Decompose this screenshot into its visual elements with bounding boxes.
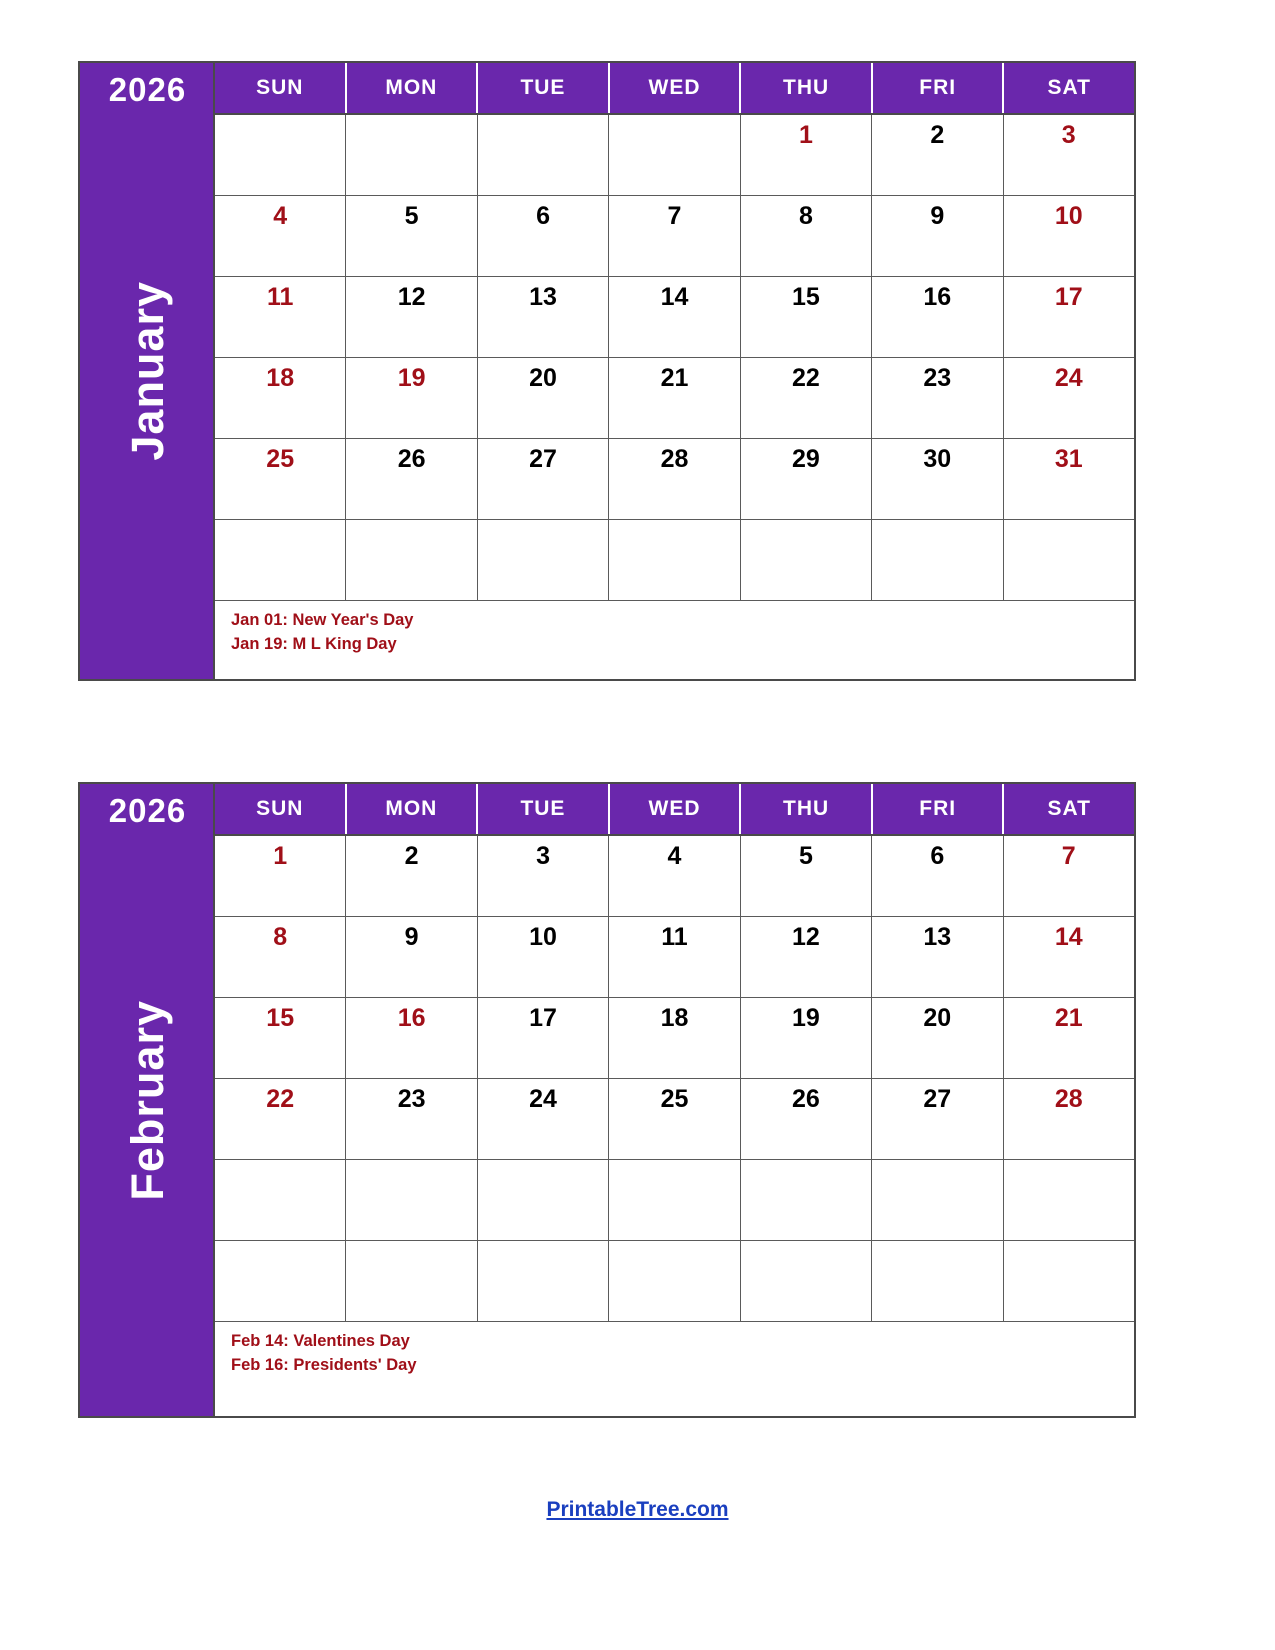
day-number: 30 bbox=[923, 445, 952, 473]
day-number: 5 bbox=[798, 842, 813, 870]
day-cell[interactable] bbox=[1004, 917, 1134, 997]
day-number: 20 bbox=[923, 1004, 952, 1032]
day-cell[interactable] bbox=[346, 836, 477, 916]
day-number: 3 bbox=[1061, 121, 1076, 149]
week-row bbox=[215, 1079, 1134, 1160]
weekday-header-tue: TUE bbox=[478, 63, 610, 113]
day-number: 7 bbox=[667, 202, 682, 230]
day-cell[interactable] bbox=[346, 439, 477, 519]
week-row bbox=[215, 520, 1134, 601]
day-cell[interactable] bbox=[478, 998, 609, 1078]
weekday-header-row-january bbox=[215, 63, 1134, 113]
weekday-header-fri: FRI bbox=[873, 63, 1005, 113]
holiday-note: Jan 01: New Year's Day bbox=[231, 611, 414, 629]
day-cell[interactable] bbox=[609, 998, 740, 1078]
day-cell[interactable] bbox=[872, 520, 1003, 600]
day-cell[interactable] bbox=[346, 196, 477, 276]
day-number: 8 bbox=[798, 202, 813, 230]
day-number: 12 bbox=[397, 283, 426, 311]
day-number: 5 bbox=[404, 202, 419, 230]
day-cell[interactable] bbox=[346, 998, 477, 1078]
day-cell[interactable] bbox=[215, 115, 346, 195]
day-number: 25 bbox=[660, 1085, 689, 1113]
weekday-header-mon: MON bbox=[347, 63, 479, 113]
day-cell[interactable] bbox=[478, 836, 609, 916]
day-number: 28 bbox=[1054, 1085, 1083, 1113]
day-cell[interactable] bbox=[1004, 196, 1134, 276]
day-number: 29 bbox=[791, 445, 820, 473]
holiday-note: Feb 14: Valentines Day bbox=[231, 1332, 410, 1350]
day-cell[interactable] bbox=[478, 1241, 609, 1321]
day-number: 21 bbox=[660, 364, 689, 392]
spine-year-february: 2026 bbox=[108, 792, 187, 829]
week-rows-january bbox=[215, 113, 1134, 601]
day-number: 25 bbox=[266, 445, 295, 473]
week-row bbox=[215, 439, 1134, 520]
day-cell[interactable] bbox=[215, 439, 346, 519]
day-number: 15 bbox=[266, 1004, 295, 1032]
weekday-header-sun: SUN bbox=[215, 784, 347, 834]
day-number: 23 bbox=[397, 1085, 426, 1113]
day-cell[interactable] bbox=[215, 998, 346, 1078]
month-block-february bbox=[78, 782, 1136, 1418]
day-cell[interactable] bbox=[609, 358, 740, 438]
day-cell[interactable] bbox=[478, 1079, 609, 1159]
day-cell[interactable] bbox=[1004, 1079, 1134, 1159]
week-row bbox=[215, 358, 1134, 439]
day-cell[interactable] bbox=[741, 1160, 872, 1240]
day-number: 8 bbox=[273, 923, 288, 951]
day-cell[interactable] bbox=[872, 1079, 1003, 1159]
day-cell[interactable] bbox=[872, 998, 1003, 1078]
weekday-header-thu: THU bbox=[741, 63, 873, 113]
weekday-header-row-february bbox=[215, 784, 1134, 834]
day-number: 1 bbox=[273, 842, 288, 870]
day-cell[interactable] bbox=[346, 277, 477, 357]
week-row bbox=[215, 115, 1134, 196]
day-number: 13 bbox=[923, 923, 952, 951]
day-number: 22 bbox=[791, 364, 820, 392]
day-number: 13 bbox=[529, 283, 557, 311]
day-number: 19 bbox=[397, 364, 426, 392]
day-cell[interactable] bbox=[609, 520, 740, 600]
day-cell[interactable] bbox=[215, 917, 346, 997]
holiday-notes-february bbox=[215, 1322, 1134, 1384]
holiday-note: Feb 16: Presidents' Day bbox=[231, 1355, 417, 1374]
day-cell[interactable] bbox=[609, 115, 740, 195]
day-number: 9 bbox=[404, 923, 419, 951]
day-number: 27 bbox=[529, 445, 557, 473]
weekday-header-sun: SUN bbox=[215, 63, 347, 113]
day-cell[interactable] bbox=[741, 917, 872, 997]
day-cell[interactable] bbox=[478, 358, 609, 438]
day-cell[interactable] bbox=[346, 358, 477, 438]
day-number: 10 bbox=[1054, 202, 1083, 230]
day-number: 18 bbox=[266, 364, 295, 392]
day-number: 6 bbox=[536, 202, 550, 230]
day-number: 3 bbox=[536, 842, 550, 870]
day-cell[interactable] bbox=[346, 1241, 477, 1321]
day-number: 12 bbox=[791, 923, 820, 951]
spine-year-january: 2026 bbox=[108, 71, 187, 108]
day-number: 11 bbox=[266, 283, 294, 311]
day-cell[interactable] bbox=[1004, 1160, 1134, 1240]
day-cell[interactable] bbox=[215, 1241, 346, 1321]
day-cell[interactable] bbox=[741, 439, 872, 519]
day-cell[interactable] bbox=[741, 1079, 872, 1159]
day-cell[interactable] bbox=[872, 439, 1003, 519]
week-row bbox=[215, 1241, 1134, 1322]
day-number: 2 bbox=[404, 842, 419, 870]
day-number: 24 bbox=[1054, 364, 1083, 392]
day-number: 20 bbox=[529, 364, 557, 392]
day-cell[interactable] bbox=[741, 836, 872, 916]
day-cell[interactable] bbox=[1004, 1241, 1134, 1321]
day-cell[interactable] bbox=[872, 1241, 1003, 1321]
month-spine-january bbox=[80, 63, 215, 679]
day-cell[interactable] bbox=[1004, 277, 1134, 357]
day-cell[interactable] bbox=[478, 196, 609, 276]
day-cell[interactable] bbox=[872, 917, 1003, 997]
day-cell[interactable] bbox=[1004, 115, 1134, 195]
holiday-note: Jan 19: M L King Day bbox=[231, 634, 397, 653]
day-cell[interactable] bbox=[872, 1160, 1003, 1240]
day-number: 17 bbox=[1054, 283, 1083, 311]
day-cell[interactable] bbox=[1004, 439, 1134, 519]
day-number: 27 bbox=[923, 1085, 952, 1113]
day-cell[interactable] bbox=[478, 520, 609, 600]
day-cell[interactable] bbox=[346, 1160, 477, 1240]
week-row bbox=[215, 277, 1134, 358]
day-cell[interactable] bbox=[741, 115, 872, 195]
day-number: 9 bbox=[930, 202, 945, 230]
day-cell[interactable] bbox=[609, 1241, 740, 1321]
spine-month-name-january bbox=[80, 63, 215, 679]
day-number: 2 bbox=[930, 121, 945, 149]
day-cell[interactable] bbox=[872, 115, 1003, 195]
day-cell[interactable] bbox=[215, 520, 346, 600]
day-cell[interactable] bbox=[741, 998, 872, 1078]
calendar-grid-february bbox=[215, 784, 1134, 1416]
day-cell[interactable] bbox=[346, 917, 477, 997]
calendar-grid-january bbox=[215, 63, 1134, 679]
day-number: 14 bbox=[660, 283, 689, 311]
day-cell[interactable] bbox=[872, 836, 1003, 916]
day-cell[interactable] bbox=[741, 277, 872, 357]
day-cell[interactable] bbox=[478, 115, 609, 195]
day-cell[interactable] bbox=[741, 1241, 872, 1321]
day-number: 7 bbox=[1061, 842, 1076, 870]
day-cell[interactable] bbox=[609, 836, 740, 916]
day-cell[interactable] bbox=[872, 277, 1003, 357]
day-cell[interactable] bbox=[346, 115, 477, 195]
week-row bbox=[215, 917, 1134, 998]
week-rows-february bbox=[215, 834, 1134, 1322]
day-number: 16 bbox=[923, 283, 952, 311]
day-cell[interactable] bbox=[1004, 520, 1134, 600]
day-cell[interactable] bbox=[609, 439, 740, 519]
day-number: 21 bbox=[1054, 1004, 1083, 1032]
footer bbox=[0, 1498, 1275, 1522]
day-cell[interactable] bbox=[609, 917, 740, 997]
week-row bbox=[215, 836, 1134, 917]
week-row bbox=[215, 1160, 1134, 1241]
day-number: 26 bbox=[791, 1085, 820, 1113]
day-number: 16 bbox=[397, 1004, 426, 1032]
holiday-notes-january bbox=[215, 601, 1134, 663]
weekday-header-wed: WED bbox=[610, 784, 742, 834]
day-cell[interactable] bbox=[1004, 358, 1134, 438]
day-number: 6 bbox=[930, 842, 945, 870]
day-cell[interactable] bbox=[872, 196, 1003, 276]
day-cell[interactable] bbox=[609, 1079, 740, 1159]
day-number: 26 bbox=[397, 445, 426, 473]
day-cell[interactable] bbox=[478, 439, 609, 519]
weekday-header-tue: TUE bbox=[478, 784, 610, 834]
month-block-january bbox=[78, 61, 1136, 681]
day-number: 15 bbox=[791, 283, 820, 311]
day-number: 10 bbox=[529, 923, 557, 951]
day-cell[interactable] bbox=[215, 1160, 346, 1240]
weekday-header-thu: THU bbox=[741, 784, 873, 834]
day-cell[interactable] bbox=[478, 277, 609, 357]
day-cell[interactable] bbox=[215, 277, 346, 357]
day-cell[interactable] bbox=[215, 196, 346, 276]
day-number: 11 bbox=[661, 923, 688, 951]
day-cell[interactable] bbox=[741, 358, 872, 438]
day-number: 14 bbox=[1054, 923, 1083, 951]
day-cell[interactable] bbox=[215, 836, 346, 916]
weekday-header-mon: MON bbox=[347, 784, 479, 834]
day-number: 31 bbox=[1054, 445, 1083, 473]
spine-month-label-january: January bbox=[121, 281, 173, 461]
spine-month-name-february bbox=[80, 784, 215, 1416]
day-cell[interactable] bbox=[346, 520, 477, 600]
day-number: 22 bbox=[266, 1085, 295, 1113]
day-number: 28 bbox=[660, 445, 689, 473]
month-spine-february bbox=[80, 784, 215, 1416]
day-number: 19 bbox=[791, 1004, 820, 1032]
day-cell[interactable] bbox=[609, 277, 740, 357]
day-cell[interactable] bbox=[609, 196, 740, 276]
weekday-header-wed: WED bbox=[610, 63, 742, 113]
day-number: 4 bbox=[667, 842, 682, 870]
weekday-header-sat: SAT bbox=[1047, 797, 1091, 820]
day-cell[interactable] bbox=[346, 1079, 477, 1159]
spine-month-label-february: February bbox=[121, 999, 173, 1201]
day-cell[interactable] bbox=[215, 1079, 346, 1159]
day-cell[interactable] bbox=[215, 358, 346, 438]
footer-link-printabletree[interactable]: PrintableTree.com bbox=[546, 1498, 729, 1521]
weekday-header-fri: FRI bbox=[873, 784, 1005, 834]
day-cell[interactable] bbox=[1004, 998, 1134, 1078]
day-number: 4 bbox=[273, 202, 288, 230]
day-cell[interactable] bbox=[741, 196, 872, 276]
day-cell[interactable] bbox=[741, 520, 872, 600]
day-cell[interactable] bbox=[1004, 836, 1134, 916]
day-number: 24 bbox=[529, 1085, 557, 1113]
day-number: 18 bbox=[660, 1004, 689, 1032]
day-cell[interactable] bbox=[872, 358, 1003, 438]
day-number: 17 bbox=[529, 1004, 557, 1032]
day-number: 23 bbox=[923, 364, 952, 392]
week-row bbox=[215, 998, 1134, 1079]
day-cell[interactable] bbox=[478, 917, 609, 997]
day-cell[interactable] bbox=[478, 1160, 609, 1240]
weekday-header-sat: SAT bbox=[1047, 76, 1091, 99]
week-row bbox=[215, 196, 1134, 277]
day-number: 1 bbox=[798, 121, 813, 149]
day-cell[interactable] bbox=[609, 1160, 740, 1240]
